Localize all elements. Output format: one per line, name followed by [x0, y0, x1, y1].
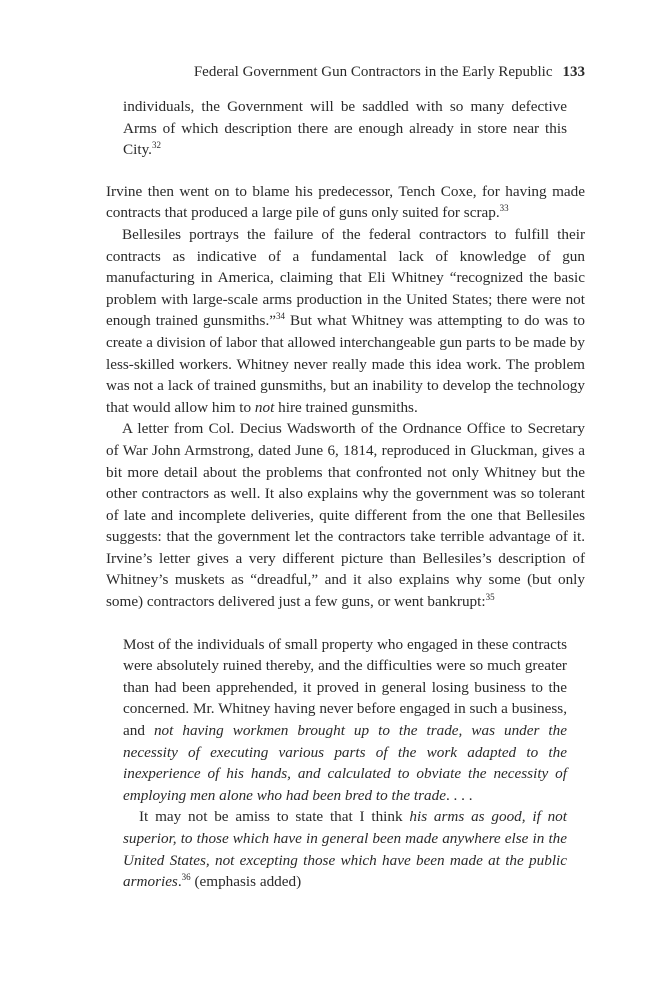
quote-text: . [177, 873, 182, 891]
quote-text: (emphasis added) [190, 873, 302, 891]
footnote-ref: 33 [499, 203, 509, 214]
paragraph-text: Irvine then went on to blame his predecessor, Tench Coxe, for having made contracts that produced a large pile of guns only suited for scrap. [106, 182, 585, 222]
paragraph-text: hire trained gunsmiths. [274, 398, 418, 416]
paragraph-wadsworth-letter [106, 418, 585, 612]
page-number: 133 [562, 64, 585, 80]
running-title: Federal Government Gun Contractors in the Early Republic [193, 64, 553, 80]
emphasized-passage: not having workmen brought up to the trade, was under the necessity of executing various parts of the work adapted to the inexperience of his hands, and calculated to obviate the necessity of employing men alone who had been bred to the trade [123, 722, 567, 804]
footnote-ref: 34 [275, 311, 285, 322]
block-quote-arms [123, 806, 567, 892]
footnote-ref: 32 [151, 140, 161, 151]
paragraph-text: Bellesiles portrays the failure of the federal contractors to fulfill their contracts as indicative of a fundamental lack of knowledge of gun manufacturing in America, claiming that Eli Whitney “recognized the basic problem with large-scale arms production in the United States; there were not enough trained gunsmiths.” [106, 225, 585, 330]
emphasized-word: not [254, 398, 275, 416]
footnote-ref: 36 [181, 872, 191, 883]
paragraph-bellesiles [106, 224, 585, 418]
block-quote-continued [123, 96, 567, 161]
paragraph-irvine [106, 181, 585, 224]
emphasized-passage: his arms as good, if not superior, to those which have in general been made anywhere else in the United States, not excepting those which have been made at the public armories [123, 808, 567, 891]
quote-text: individuals, the Government will be saddled with so many defective Arms of which description there are enough already in store near this City. [123, 98, 567, 159]
quote-text: Most of the individuals of small property who engaged in these contracts were absolutely ruined thereby, and the difficulties were so much greater than had been apprehended, it proved in general losing business to the concerned. Mr. Whitney having never before engaged in such a business, and [123, 635, 567, 740]
paragraph-text: A letter from Col. Decius Wadsworth of the Ordnance Office to Secretary of War John Armstrong, dated June 6, 1814, reproduced in Gluckman, gives a bit more detail about the problems that confronted not only Whitney but the other contractors as well. It also explains why the government was so tolerant of late and incomplete deliveries, quite different from the one that Bellesiles suggests: that the government let the contractors take terrible advantage of it. Irvine’s letter gives a very different picture than Bellesiles’s description of Whitney’s muskets as “dreadful,” and it also explains why some (but only some) contractors delivered just a few guns, or went bankrupt: [106, 420, 585, 611]
block-quote-whitney [123, 634, 567, 807]
book-page [106, 62, 585, 893]
quote-text: It may not be amiss to state that I think [139, 808, 410, 826]
paragraph-text: But what Whitney was attempting to do was to create a division of labor that allowed interchangeable gun parts to be made by less-skilled workers. Whitney never really made this idea work. The problem was not a lack of trained gunsmiths, but an inability to develop the technology that would allow him to [106, 312, 585, 416]
quote-text: . . . . [445, 786, 473, 804]
running-header [106, 62, 585, 82]
footnote-ref: 35 [485, 592, 495, 602]
